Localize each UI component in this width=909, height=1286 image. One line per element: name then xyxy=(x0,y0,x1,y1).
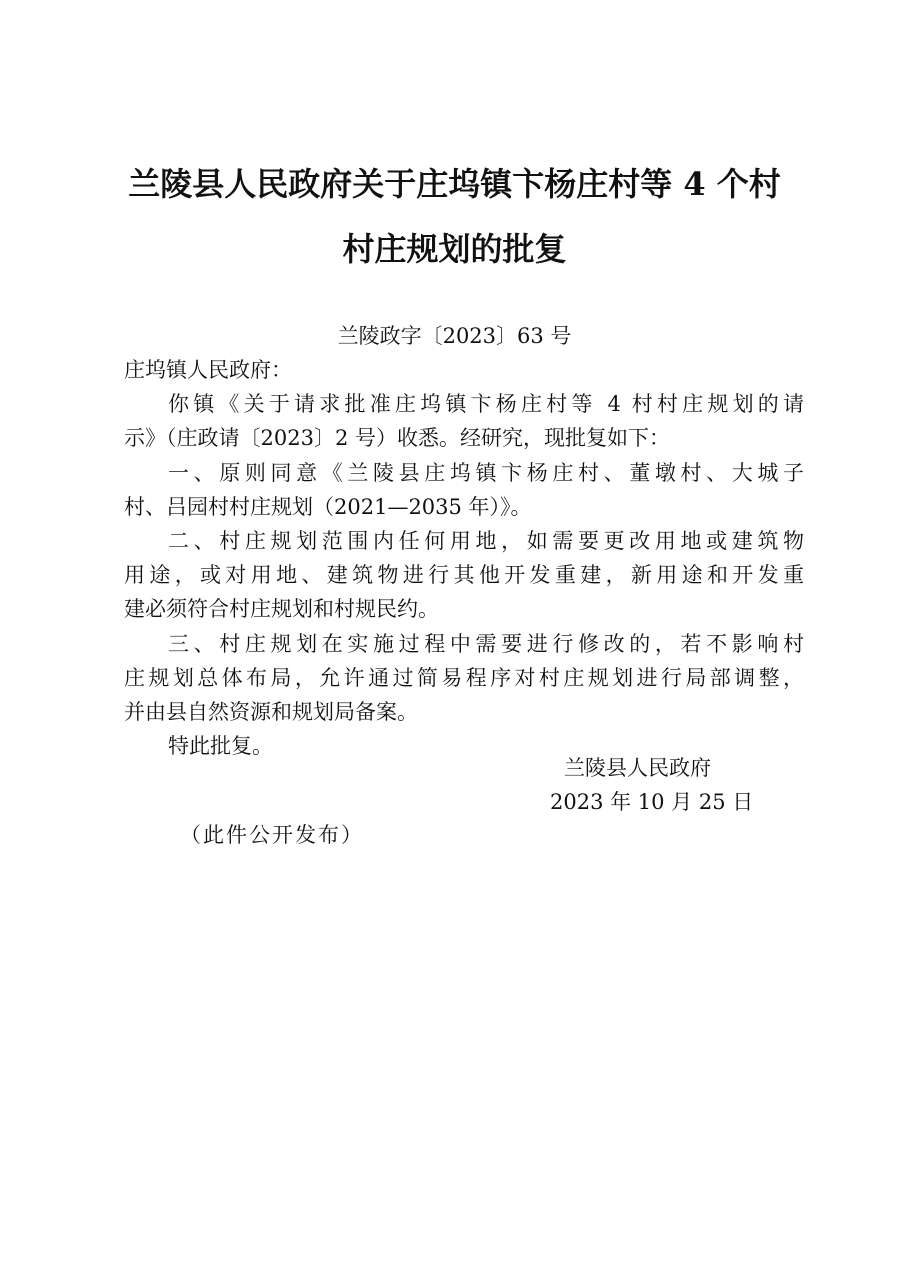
paragraph-three-line-3: 并由县自然资源和规划局备案。 xyxy=(124,699,418,724)
document-body xyxy=(124,353,804,763)
paragraph-one-line-2: 村、吕园村村庄规划（2021—2035 年）》。 xyxy=(124,494,532,519)
paragraph-two-line-1: 二、村庄规划范围内任何用地，如需要更改用地或建筑物 xyxy=(168,528,804,553)
paragraph-three-line-1: 三、村庄规划在实施过程中需要进行修改的，若不影响村 xyxy=(168,631,804,656)
publish-note: （此件公开发布） xyxy=(180,823,364,847)
closing-remark: 特此批复。 xyxy=(168,734,273,759)
document-title-line-1: 兰陵县人民政府关于庄坞镇卞杨庄村等 4 个村 xyxy=(128,165,781,203)
paragraph-intro-line-1: 你镇《关于请求批准庄坞镇卞杨庄村等 4 村村庄规划的请 xyxy=(168,392,804,417)
signature-organization: 兰陵县人民政府 xyxy=(564,756,711,780)
paragraph-intro-line-2: 示》（庄政请〔2023〕2 号）收悉。经研究，现批复如下： xyxy=(124,426,670,451)
addressee: 庄坞镇人民政府： xyxy=(124,358,292,382)
paragraph-one-line-1: 一、原则同意《兰陵县庄坞镇卞杨庄村、董墩村、大城子 xyxy=(168,460,804,485)
paragraph-two-line-2: 用途，或对用地、建筑物进行其他开发重建，新用途和开发重 xyxy=(124,563,804,588)
paragraph-three-line-2: 庄规划总体布局，允许通过简易程序对村庄规划进行局部调整， xyxy=(124,665,804,690)
document-title-line-2: 村庄规划的批复 xyxy=(342,230,567,268)
document-number: 兰陵政字〔2023〕63 号 xyxy=(337,324,572,348)
signature-date: 2023 年 10 月 25 日 xyxy=(550,790,754,814)
paragraph-two-line-3: 建必须符合村庄规划和村规民约。 xyxy=(124,597,439,622)
